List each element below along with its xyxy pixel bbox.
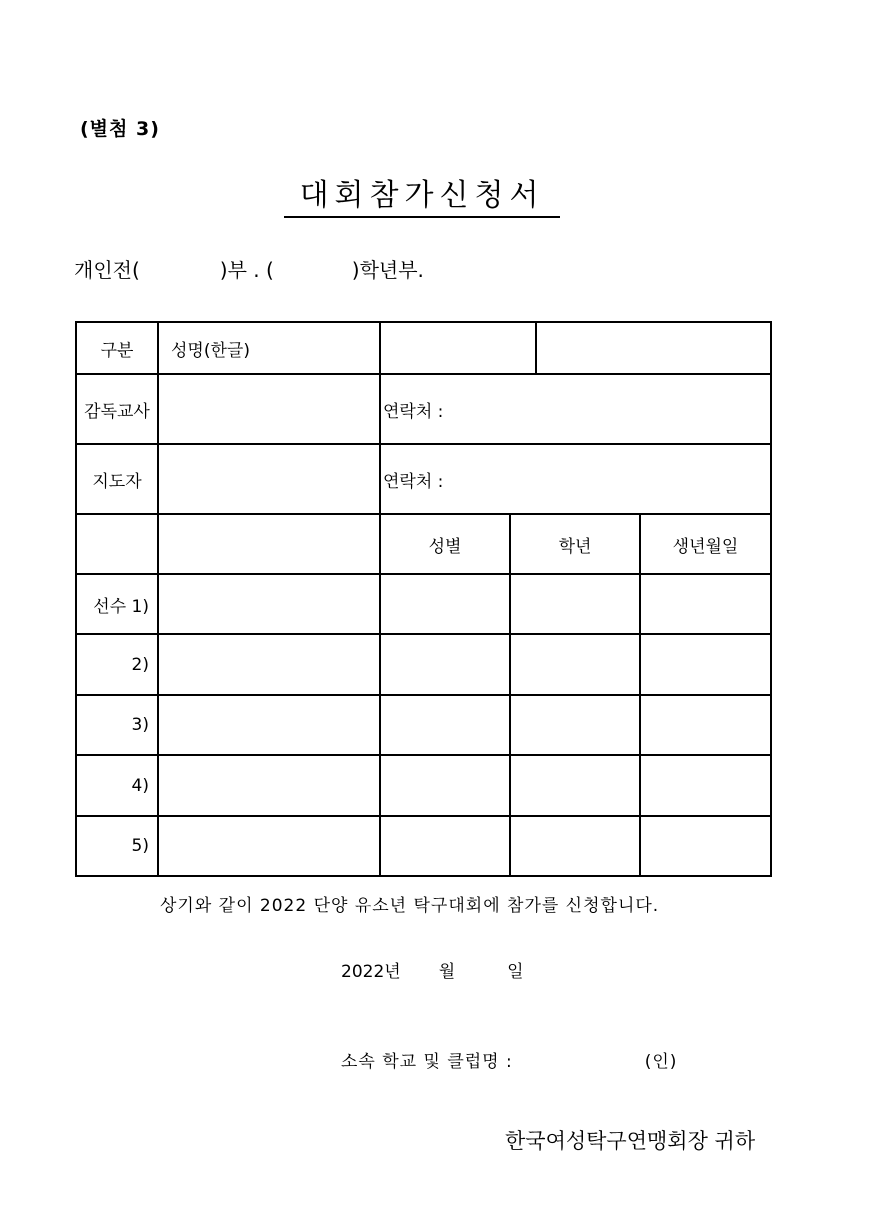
date-line [341, 957, 524, 982]
gender-header: 성별 [380, 514, 510, 574]
player-name-field[interactable] [158, 634, 380, 695]
supervisor-contact-field[interactable]: 연락처 : [380, 374, 771, 444]
table-row [76, 755, 771, 816]
club-label: 소속 학교 및 클럽명 : [341, 1052, 513, 1072]
player-number: 3) [76, 695, 158, 755]
coach-name-field[interactable] [158, 444, 380, 514]
player-name-field[interactable] [158, 816, 380, 876]
player-birthdate-field[interactable] [640, 816, 771, 876]
player-birthdate-field[interactable] [640, 755, 771, 816]
birthdate-header: 생년월일 [640, 514, 771, 574]
player-gender-field[interactable] [380, 816, 510, 876]
division-line [74, 254, 424, 283]
table-row [76, 444, 771, 514]
date-year: 2022년 [341, 962, 401, 982]
player-gender-field[interactable] [380, 695, 510, 755]
player-grade-field[interactable] [510, 574, 640, 634]
club-line [341, 1047, 677, 1072]
player-name-field[interactable] [158, 574, 380, 634]
division-part-suffix: )부 . ( [219, 258, 274, 282]
seal-mark: (인) [644, 1052, 678, 1072]
player-number: 1) [131, 596, 149, 617]
table-row [76, 695, 771, 755]
player-birthdate-field[interactable] [640, 574, 771, 634]
player-grade-field[interactable] [510, 695, 640, 755]
supervisor-label: 감독교사 [76, 374, 158, 444]
player-birthdate-field[interactable] [640, 695, 771, 755]
page-title: 대회참가신청서 [284, 170, 560, 218]
table-row [76, 514, 771, 574]
name-korean-field[interactable] [380, 322, 536, 374]
grade-header: 학년 [510, 514, 640, 574]
player-name-field[interactable] [158, 695, 380, 755]
table-row [76, 322, 771, 374]
player-name-field[interactable] [158, 755, 380, 816]
supervisor-name-field[interactable] [158, 374, 380, 444]
player-grade-field[interactable] [510, 634, 640, 695]
player-grade-field[interactable] [510, 755, 640, 816]
recipient: 한국여성탁구연맹회장 귀하 [505, 1129, 756, 1153]
table-row [76, 574, 771, 634]
player-number: 5) [76, 816, 158, 876]
pledge-statement: 상기와 같이 2022 단양 유소년 탁구대회에 참가를 신청합니다. [160, 896, 660, 916]
name-extra-field[interactable] [536, 322, 771, 374]
division-grade-suffix: )학년부. [351, 258, 424, 282]
player-label-1 [76, 574, 158, 634]
table-row [76, 634, 771, 695]
name-korean-label: 성명(한글) [158, 322, 380, 374]
date-month: 월 [438, 962, 456, 982]
attachment-label: (별첨 3) [80, 118, 160, 140]
coach-label: 지도자 [76, 444, 158, 514]
player-number: 2) [76, 634, 158, 695]
table-row [76, 374, 771, 444]
player-gender-field[interactable] [380, 574, 510, 634]
player-grade-field[interactable] [510, 816, 640, 876]
player-number: 4) [76, 755, 158, 816]
category-header: 구분 [76, 322, 158, 374]
players-label: 선수 [93, 596, 127, 617]
empty-header-cell [76, 514, 158, 574]
application-table [75, 321, 772, 877]
coach-contact-field[interactable]: 연락처 : [380, 444, 771, 514]
player-gender-field[interactable] [380, 755, 510, 816]
date-day: 일 [507, 962, 524, 982]
player-birthdate-field[interactable] [640, 634, 771, 695]
table-row [76, 816, 771, 876]
empty-header-cell [158, 514, 380, 574]
division-prefix: 개인전( [74, 258, 140, 282]
player-gender-field[interactable] [380, 634, 510, 695]
